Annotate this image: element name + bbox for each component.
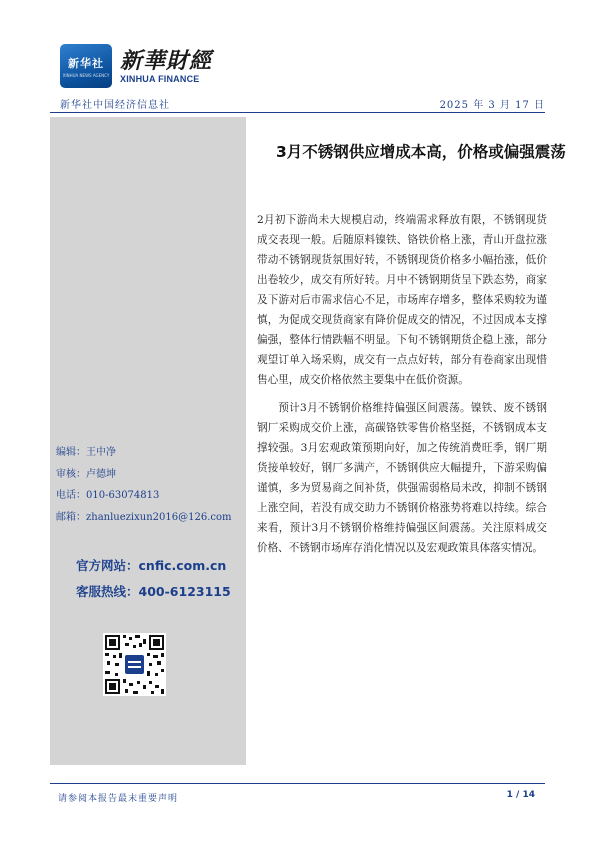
email-line: 邮箱：zhanluezixun2016@126.com: [56, 512, 232, 524]
agency-name: 新华社中国经济信息社: [60, 100, 170, 111]
disclaimer-note: 请参阅本报告最末重要声明: [58, 794, 179, 804]
reviewer-line: 审核：卢德坤: [56, 468, 116, 480]
hotline-label: 客服热线：: [76, 584, 139, 599]
brand-block: [120, 48, 212, 84]
page-number: 1 / 14: [506, 790, 535, 800]
footer-divider: [50, 783, 545, 784]
brand-name-en: XINHUA FINANCE: [120, 74, 200, 84]
website-link[interactable]: cnfic.com.cn: [138, 558, 227, 573]
header-logo: [60, 44, 212, 88]
hotline-row: [76, 582, 231, 600]
website-label: 官方网站：: [76, 558, 139, 573]
header-divider: [50, 112, 545, 113]
article-paragraph-1: 2月初下游尚未大规模启动，终端需求释放有限，不锈钢现货成交表现一般。后随原料镍铁、铬铁价格上涨，青山开盘拉涨带动不锈钢现货氛围好转，不锈钢现货价格多小幅抬涨，低价出卷较少，成交有所好转。月中不锈钢期货呈下跌态势，商家及下游对后市需求信心不足，市场库存增多，整体采购较为谨慎，为促成交现货商家有降价促成交的情况，不过因成本支撑偏强，整体行情跌幅不明显。下旬不锈钢期货企稳上涨，部分观望订单入场采购，成交有一点点好转，部分有卷商家出现惜售心里，成交价格依然主要集中在低价资源。: [257, 214, 547, 386]
logo-badge-subtext: XINHUA NEWS AGENCY: [62, 72, 110, 78]
brand-name-cn: 新華財經: [120, 48, 213, 74]
logo-badge-text: 新华社: [68, 56, 104, 70]
xinhua-logo-badge: [60, 44, 112, 88]
editor-line: 编辑：王中净: [56, 447, 116, 458]
article-title: 3月不锈钢供应增成本高，价格或偏强震荡: [276, 143, 566, 161]
hotline-number: 400-6123115: [138, 584, 231, 599]
phone-line: 电话：010-63074813: [56, 490, 160, 502]
contact-info: [56, 442, 231, 529]
website-row: [76, 556, 226, 574]
report-date: 2025 年 3 月 17 日: [439, 100, 545, 111]
qr-code-image: [103, 633, 166, 696]
article-body: [257, 210, 547, 558]
article-paragraph-2: 预计3月不锈钢价格维持偏强区间震荡。镍铁、废不锈钢钢厂采购成交价上涨，高碳铬铁零售价格坚挺，不锈钢成本支撑较强。3月宏观政策预期向好，加之传统消费旺季，钢厂期货接单较好，钢厂多满产，不锈钢供应大幅提升，下游采购偏谨慎，多为贸易商之间补货，供强需弱格局未改，抑制不锈钢上涨空间，若没有成交助力不锈钢价格涨势将难以持续。综合来看，预计3月不锈钢价格维持偏强区间震荡。关注原料成交价格、不锈钢市场库存消化情况以及宏观政策具体落实情况。: [257, 402, 547, 554]
